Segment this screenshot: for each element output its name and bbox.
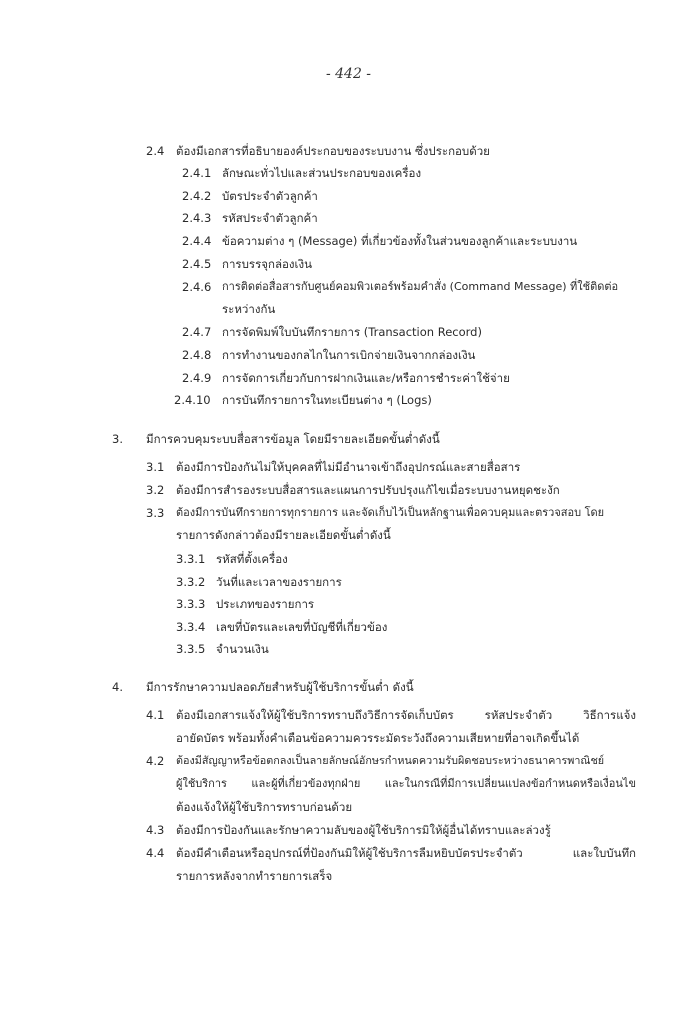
item-text-justified <box>176 776 636 792</box>
item-text-part: ต้องมีเอกสารแจ้งให้ผู้ใช้บริการทราบถึงวิธีการจัดเก็บบัตร <box>176 708 454 722</box>
item-number: 3.2 <box>146 483 165 497</box>
item-number: 3.3.4 <box>176 620 206 634</box>
item-text-justified <box>176 707 636 723</box>
item-number: 2.4.4 <box>182 234 212 248</box>
item-text-continued: ต้องแจ้งให้ผู้ใช้บริการทราบก่อนด้วย <box>176 800 353 814</box>
item-text: การติดต่อสื่อสารกับศูนย์คอมพิวเตอร์พร้อมคำสั่ง (Command Message) ที่ใช้ติดต่อ <box>222 280 619 293</box>
section-text: มีการควบคุมระบบสื่อสารข้อมูล โดยมีรายละเอียดขั้นต่ำดังนี้ <box>146 432 440 446</box>
item-number: 2.4.6 <box>182 280 212 294</box>
item-text: ต้องมีการป้องกันไม่ให้บุคคลที่ไม่มีอำนาจเข้าถึงอุปกรณ์และสายสื่อสาร <box>176 460 521 474</box>
item-text-justified <box>176 845 636 861</box>
item-number: 2.4.9 <box>182 371 212 385</box>
item-text: จำนวนเงิน <box>216 642 269 656</box>
item-text: รหัสประจำตัวลูกค้า <box>222 211 318 225</box>
item-text: ต้องมีสัญญาหรือข้อตกลงเป็นลายลักษณ์อักษรกำหนดความรับผิดชอบระหว่างธนาคารพาณิชย์ <box>176 754 605 767</box>
item-text-part: รหัสประจำตัว <box>484 708 553 722</box>
item-number: 3.3 <box>146 506 165 520</box>
item-number: 2.4.10 <box>174 393 211 407</box>
item-text: ข้อความต่าง ๆ (Message) ที่เกี่ยวข้องทั้งในส่วนของลูกค้าและระบบงาน <box>222 234 578 248</box>
item-text: ต้องมีการป้องกันและรักษาความลับของผู้ใช้บริการมิให้ผู้อื่นได้ทราบและล่วงรู้ <box>176 823 551 837</box>
section-number: 3. <box>112 432 123 446</box>
item-number: 3.3.2 <box>176 575 206 589</box>
item-text-part: วิธีการแจ้ง <box>583 708 636 722</box>
item-text: ประเภทของรายการ <box>216 597 315 611</box>
item-text-continued: รายการหลังจากทำรายการเสร็จ <box>176 869 333 883</box>
section-text: มีการรักษาความปลอดภัยสำหรับผู้ใช้บริการขั้นต่ำ ดังนี้ <box>146 680 414 694</box>
item-text-part: ผู้ใช้บริการ <box>176 777 227 790</box>
item-text: การบรรจุกล่องเงิน <box>222 257 312 271</box>
section-text: ต้องมีเอกสารที่อธิบายองค์ประกอบของระบบงาน ซึ่งประกอบด้วย <box>176 144 490 158</box>
item-number: 2.4.7 <box>182 325 212 339</box>
item-number: 2.4.2 <box>182 189 212 203</box>
item-number: 3.1 <box>146 460 165 474</box>
item-text: ต้องมีการสำรองระบบสื่อสารและแผนการปรับปรุงแก้ไขเมื่อระบบงานหยุดชะงัก <box>176 483 560 497</box>
page-number: - 442 - <box>325 66 372 82</box>
item-text: ต้องมีการบันทึกรายการทุกรายการ และจัดเก็บไว้เป็นหลักฐานเพื่อควบคุมและตรวจสอบ โดย <box>176 506 605 519</box>
item-text: การทำงานของกลไกในการเบิกจ่ายเงินจากกล่องเงิน <box>222 348 476 362</box>
item-text: เลขที่บัตรและเลขที่บัญชีที่เกี่ยวข้อง <box>216 620 388 634</box>
section-number: 4. <box>112 680 123 694</box>
item-text: ลักษณะทั่วไปและส่วนประกอบของเครื่อง <box>222 166 422 180</box>
item-text: บัตรประจำตัวลูกค้า <box>222 189 318 203</box>
item-number: 2.4.5 <box>182 257 212 271</box>
item-text: วันที่และเวลาของรายการ <box>216 575 342 589</box>
item-text: การบันทึกรายการในทะเบียนต่าง ๆ (Logs) <box>222 393 432 407</box>
item-text-part: และผู้ที่เกี่ยวข้องทุกฝ่าย <box>251 777 361 790</box>
item-text-part: ต้องมีคำเตือนหรืออุปกรณ์ที่ป้องกันมิให้ผู้ใช้บริการลืมหยิบบัตรประจำตัว <box>176 846 523 860</box>
item-text-part: และในกรณีที่มีการเปลี่ยนแปลงข้อกำหนดหรือเงื่อนไข <box>384 777 636 790</box>
item-text: รหัสที่ตั้งเครื่อง <box>216 552 288 566</box>
item-number: 3.3.1 <box>176 552 206 566</box>
section-number: 2.4 <box>146 144 165 158</box>
item-number: 2.4.8 <box>182 348 212 362</box>
item-text-continued: ระหว่างกัน <box>222 302 276 316</box>
item-number: 4.4 <box>146 846 165 860</box>
item-number: 2.4.1 <box>182 166 212 180</box>
item-text-part: และใบบันทึก <box>572 846 636 860</box>
item-text-continued: รายการดังกล่าวต้องมีรายละเอียดขั้นต่ำดังนี้ <box>176 528 391 542</box>
item-text-continued: อายัดบัตร พร้อมทั้งคำเตือนข้อความควรระมัดระวังถึงความเสียหายที่อาจเกิดขึ้นได้ <box>176 731 580 745</box>
item-number: 4.3 <box>146 823 165 837</box>
item-number: 3.3.3 <box>176 597 206 611</box>
item-text: การจัดการเกี่ยวกับการฝากเงินและ/หรือการชำระค่าใช้จ่าย <box>222 371 510 385</box>
item-number: 3.3.5 <box>176 642 206 656</box>
item-number: 4.2 <box>146 754 165 768</box>
item-number: 2.4.3 <box>182 211 212 225</box>
item-number: 4.1 <box>146 708 165 722</box>
item-text: การจัดพิมพ์ใบบันทึกรายการ (Transaction Record) <box>222 325 482 339</box>
